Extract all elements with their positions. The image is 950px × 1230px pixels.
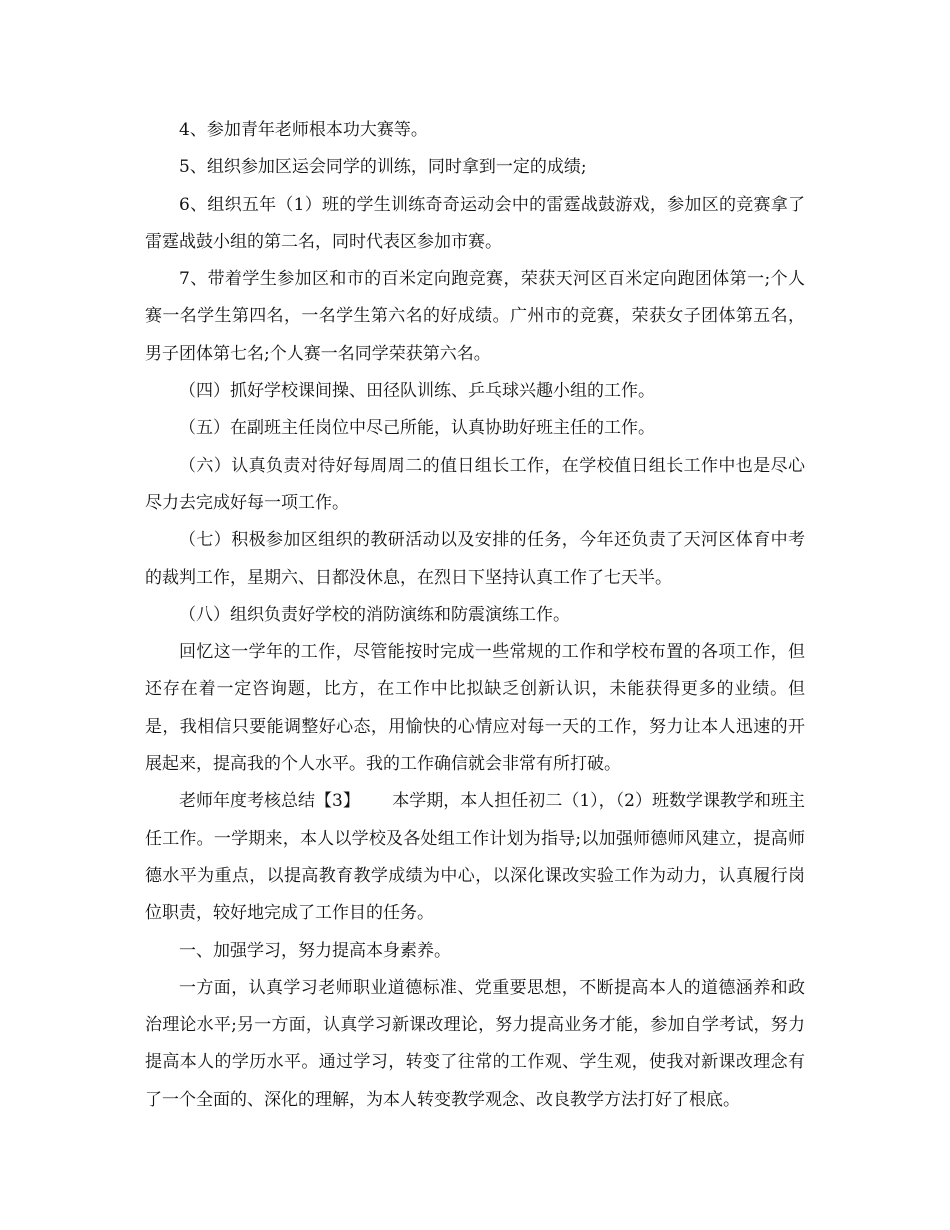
paragraph: 一方面，认真学习老师职业道德标准、党重要思想，不断提高本人的道德涵养和政治理论水平;另一方面，认真学习新课改理论，努力提高业务才能，参加自学考试，努力提高本人的学历水平。通过学习，转变了往常的工作观、学生观，使我对新课改理念有了一个全面的、深化的理解，为本人转变教学观念、改良教学方法打好了根底。 [145, 977, 805, 1110]
paragraph: （四）抓好学校课间操、田径队训练、乒乓球兴趣小组的工作。 [179, 381, 655, 402]
paragraph: （六）认真负责对待好每周周二的值日组长工作，在学校值日组长工作中也是尽心尽力去完成好每一项工作。 [145, 455, 805, 513]
paragraph: 6、组织五年（1）班的学生训练奇奇运动会中的雷霆战鼓游戏，参加区的竞赛拿了雷霆战鼓小组的第二名，同时代表区参加市赛。 [145, 194, 805, 252]
document-body [145, 112, 805, 1119]
section-heading: 一、加强学习，努力提高本身素养。 [179, 940, 451, 961]
paragraph: 5、组织参加区运会同学的训练，同时拿到一定的成绩; [179, 157, 587, 178]
paragraph: 7、带着学生参加区和市的百米定向跑竞赛，荣获天河区百米定向跑团体第一;个人赛一名学生第四名，一名学生第六名的好成绩。广州市的竞赛，荣获女子团体第五名，男子团体第七名;个人赛一名同学荣获第六名。 [145, 269, 805, 364]
paragraph: （八）组织负责好学校的消防演练和防震演练工作。 [179, 604, 570, 625]
paragraph: （七）积极参加区组织的教研活动以及安排的任务，今年还负责了天河区体育中考的裁判工作，星期六、日都没休息，在烈日下坚持认真工作了七天半。 [145, 530, 805, 588]
paragraph: 老师年度考核总结【3】 本学期，本人担任初二（1），（2）班数学课教学和班主任工作。一学期来，本人以学校及各处组工作计划为指导;以加强师德师风建立，提高师德水平为重点，以提高教育教学成绩为中心，以深化课改实验工作为动力，认真履行岗位职责，较好地完成了工作目的任务。 [145, 791, 805, 924]
paragraph: （五）在副班主任岗位中尽己所能，认真协助好班主任的工作。 [179, 418, 655, 439]
paragraph: 回忆这一学年的工作，尽管能按时完成一些常规的工作和学校布置的各项工作，但还存在着一定咨询题，比方，在工作中比拟缺乏创新认识，未能获得更多的业绩。但是，我相信只要能调整好心态，用愉快的心情应对每一天的工作，努力让本人迅速的开展起来，提高我的个人水平。我的工作确信就会非常有所打破。 [145, 642, 805, 775]
paragraph: 4、参加青年老师根本功大赛等。 [179, 120, 428, 140]
